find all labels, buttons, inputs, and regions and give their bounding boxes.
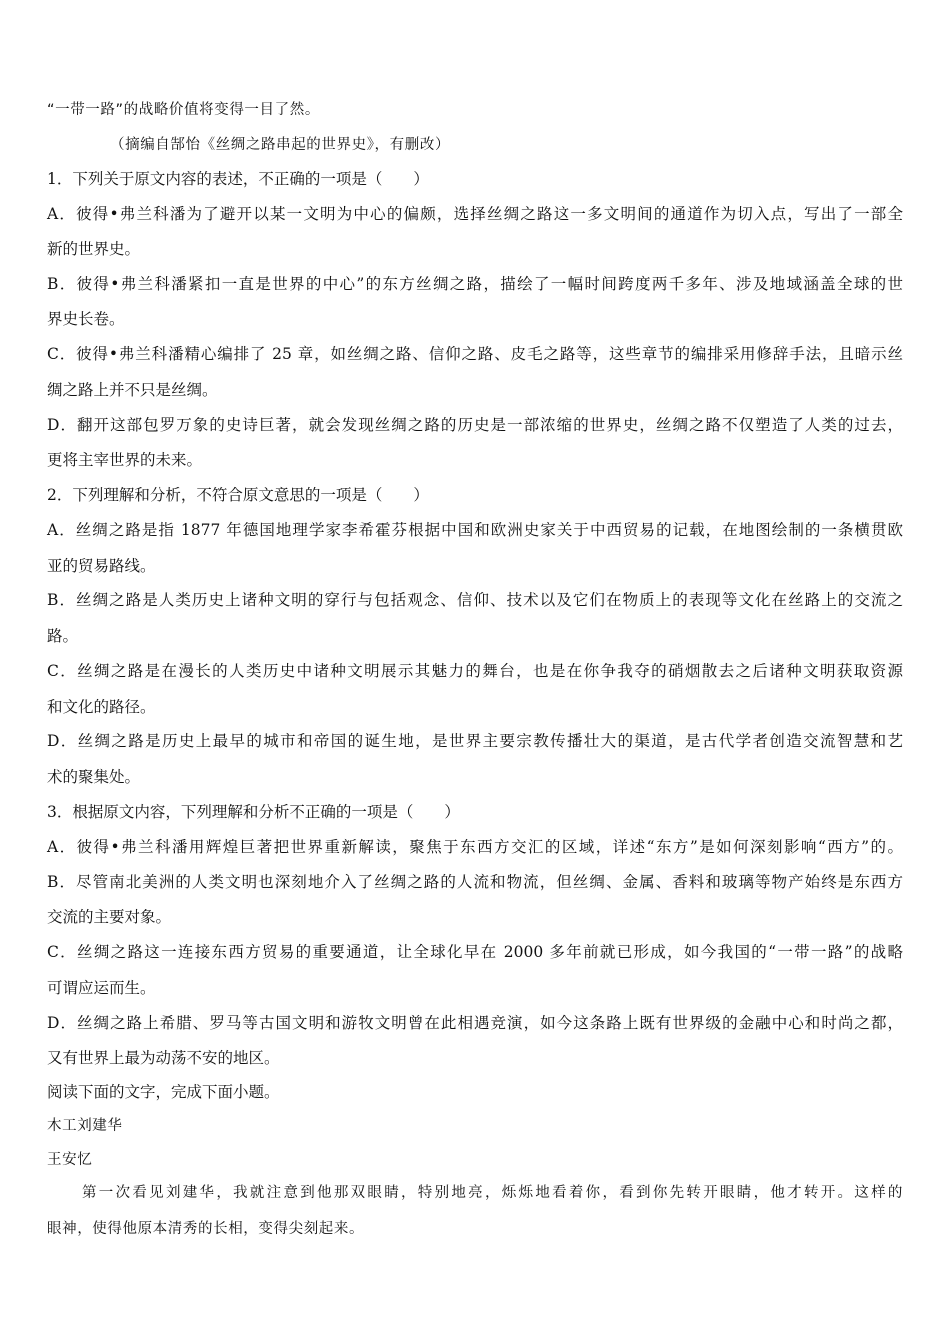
question-3-option-d-cont: 又有世界上最为动荡不安的地区。 [47, 1049, 280, 1067]
question-1-option-d: D．翻开这部包罗万象的史诗巨著，就会发现丝绸之路的历史是一部浓缩的世界史，丝绸之路不仅塑造了人类的过去， [47, 416, 903, 434]
reading-paragraph-1: 第一次看见刘建华，我就注意到他那双眼睛，特别地亮，烁烁地看着你，看到你先转开眼睛，他才转开。这样的 [82, 1185, 903, 1201]
question-3-stem: 3．根据原文内容，下列理解和分析不正确的一项是（ ） [47, 803, 460, 821]
question-2-option-b: B．丝绸之路是人类历史上诸种文明的穿行与包括观念、信仰、技术以及它们在物质上的表现等文化在丝路上的交流之 [47, 591, 903, 609]
question-3-option-c-cont: 可谓应运而生。 [47, 979, 156, 997]
passage-closing-line: “一带一路”的战略价值将变得一目了然。 [47, 102, 320, 118]
question-2-option-d: D．丝绸之路是历史上最早的城市和帝国的诞生地，是世界主要宗教传播壮大的渠道，是古代学者创造交流智慧和艺 [47, 732, 903, 750]
question-2-option-a: A．丝绸之路是指 1877 年德国地理学家李希霍芬根据中国和欧洲史家关于中西贸易的记载，在地图绘制的一条横贯欧 [47, 521, 903, 539]
reading-title: 木工刘建华 [47, 1118, 123, 1134]
question-1-option-a-cont: 新的世界史。 [47, 240, 141, 258]
question-1-option-b-cont: 界史长卷。 [47, 310, 125, 328]
question-1-option-a: A．彼得•弗兰科潘为了避开以某一文明为中心的偏颇，选择丝绸之路这一多文明间的通道作为切入点，写出了一部全 [47, 205, 903, 223]
question-1-option-c: C．彼得•弗兰科潘精心编排了 25 章，如丝绸之路、信仰之路、皮毛之路等，这些章节的编排采用修辞手法，且暗示丝 [47, 345, 903, 363]
question-1-option-b: B．彼得•弗兰科潘紧扣一直是世界的中心”的东方丝绸之路，描绘了一幅时间跨度两千多年、涉及地域涵盖全球的世 [47, 275, 903, 293]
question-3-option-c: C．丝绸之路这一连接东西方贸易的重要通道，让全球化早在 2000 多年前就已形成，如今我国的“一带一路”的战略 [47, 943, 903, 961]
question-2-option-d-cont: 术的聚集处。 [47, 768, 141, 786]
passage-source: （摘编自郜怡《丝绸之路串起的世界史》，有删改） [110, 137, 451, 153]
reading-paragraph-1-cont: 眼神，使得他原本清秀的长相，变得尖刻起来。 [47, 1221, 365, 1237]
reading-instruction: 阅读下面的文字，完成下面小题。 [47, 1083, 280, 1101]
question-2-option-c: C．丝绸之路是在漫长的人类历史中诸种文明展示其魅力的舞台，也是在你争我夺的硝烟散去之后诸种文明获取资源 [47, 662, 903, 680]
question-3-option-d: D．丝绸之路上希腊、罗马等古国文明和游牧文明曾在此相遇竞演，如今这条路上既有世界级的金融中心和时尚之都， [47, 1014, 903, 1032]
question-2-option-b-cont: 路。 [47, 627, 79, 645]
question-3-option-b: B．尽管南北美洲的人类文明也深刻地介入了丝绸之路的人流和物流，但丝绸、金属、香料和玻璃等物产始终是东西方 [47, 873, 903, 891]
question-3-option-b-cont: 交流的主要对象。 [47, 908, 172, 926]
question-1-stem: 1．下列关于原文内容的表述，不正确的一项是（ ） [47, 170, 429, 188]
reading-author: 王安忆 [47, 1152, 93, 1168]
question-1-option-d-cont: 更将主宰世界的未来。 [47, 451, 203, 469]
question-2-option-c-cont: 和文化的路径。 [47, 698, 156, 716]
question-3-option-a: A．彼得•弗兰科潘用辉煌巨著把世界重新解读，聚焦于东西方交汇的区域，详述“东方”是如何深刻影响“西方”的。 [47, 838, 903, 856]
question-2-option-a-cont: 亚的贸易路线。 [47, 557, 156, 575]
question-2-stem: 2．下列理解和分析，不符合原文意思的一项是（ ） [47, 486, 429, 504]
question-1-option-c-cont: 绸之路上并不只是丝绸。 [47, 381, 218, 399]
